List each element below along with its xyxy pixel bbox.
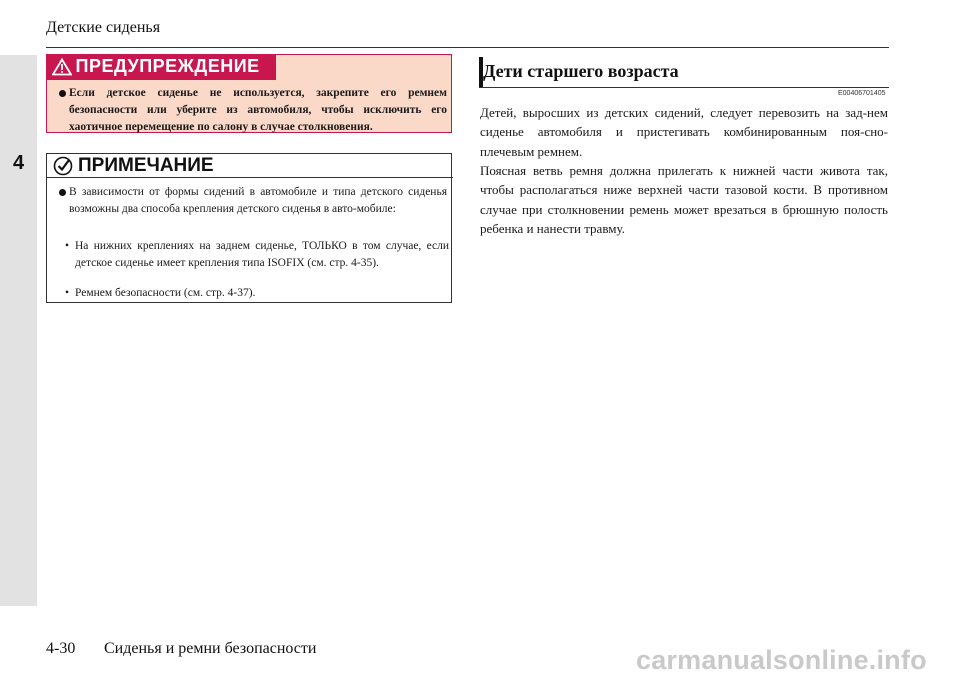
note-item-text: Ремнем безопасности (см. стр. 4-37). <box>75 287 256 299</box>
footer-chapter-label: Сиденья и ремни безопасности <box>104 640 317 657</box>
page-number: 4-30 <box>46 640 76 657</box>
warning-label: ПРЕДУПРЕЖДЕНИЕ <box>75 56 260 76</box>
section-code: E00406701405 <box>838 90 886 97</box>
dot-bullet: • <box>65 287 70 299</box>
warning-triangle-icon <box>52 58 72 76</box>
header-divider <box>46 47 889 48</box>
section-header <box>479 57 889 87</box>
warning-tab <box>46 54 276 80</box>
section-paragraph: Поясная ветвь ремня должна прилегать к нижней части живота так, чтобы располагаться ниже верхней части тазовой кости. В противном случае при столкновении ремень может врезаться в брюшную полость ребенка и нанести травму. <box>480 163 888 236</box>
note-item-text: На нижних креплениях на заднем сиденье, ТОЛЬКО в том случае, если детское сиденье имеет крепления типа ISOFIX (см. стр. 4-35). <box>75 240 449 269</box>
note-item <box>65 285 449 302</box>
note-label: ПРИМЕЧАНИЕ <box>78 154 214 176</box>
note-box <box>46 153 452 303</box>
section-divider <box>479 87 889 88</box>
note-item <box>65 238 449 272</box>
warning-box <box>46 54 452 133</box>
section-title: Дети старшего возраста <box>483 61 679 81</box>
warning-text: Если детское сиденье не используется, закрепите его ремнем безопасности или уберите из автомобиля, чтобы исключить его хаотичное перемещение по салону в случае столкновения. <box>69 87 447 133</box>
page-header-title: Детские сиденья <box>46 19 161 36</box>
chapter-number: 4 <box>12 151 25 174</box>
bullet-icon <box>59 189 66 196</box>
dot-bullet: • <box>65 240 70 252</box>
note-check-icon <box>53 156 73 176</box>
note-intro: В зависимости от формы сидений в автомобиле и типа детского сиденья возможны два способа крепления детского сиденья в авто-мобиле: <box>69 186 447 215</box>
watermark: carmanualsonline.info <box>636 645 927 675</box>
section-paragraph: Детей, выросших из детских сидений, следует перевозить на зад-нем сиденье автомобиля и пристегивать комбинированным поя-сно-плечевым ремнем. <box>480 105 888 159</box>
note-tab <box>47 154 453 178</box>
bullet-icon <box>59 90 66 97</box>
chapter-sidebar <box>0 55 37 606</box>
